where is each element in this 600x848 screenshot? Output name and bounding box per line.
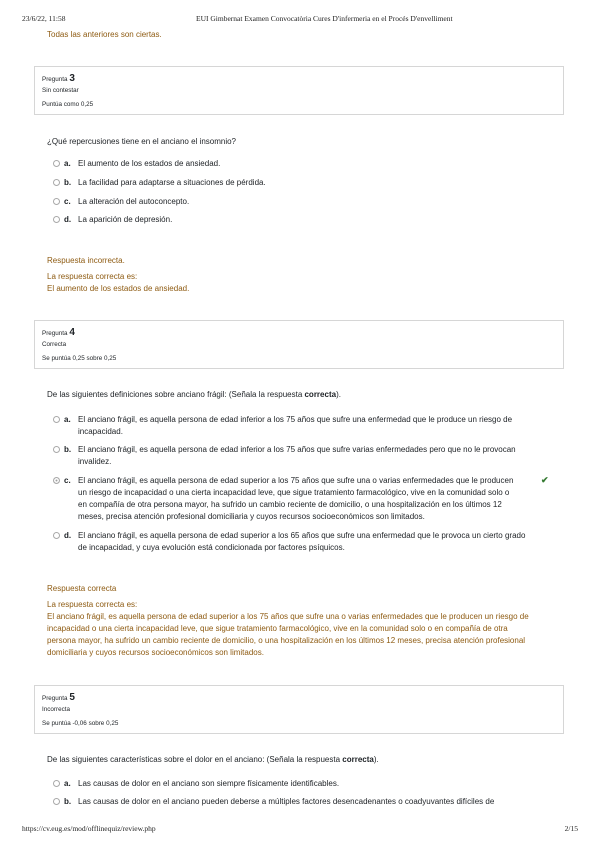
- question-text: ¿Qué repercusiones tiene en el anciano el insomnio?: [47, 137, 237, 146]
- option-letter: a.: [64, 415, 71, 424]
- option-text: Las causas de dolor en el anciano pueden deberse a múltiples factores desencadenantes o coadyuvantes difíciles de: [78, 797, 495, 806]
- question-state: Correcta: [42, 341, 67, 348]
- question-info-3: [34, 66, 564, 115]
- question-number: Pregunta 5: [42, 692, 75, 703]
- option-letter: d.: [64, 531, 72, 540]
- question-info-5: [34, 685, 564, 734]
- question-text: De las siguientes características sobre el dolor en el anciano: (Señala la respuesta correcta).: [47, 755, 379, 764]
- answer-option[interactable]: [53, 530, 551, 554]
- question-info-4: [34, 320, 564, 369]
- radio-button[interactable]: [53, 160, 60, 167]
- radio-button[interactable]: [53, 780, 60, 787]
- correct-answer-label: La respuesta correcta es:: [47, 600, 138, 609]
- option-letter: a.: [64, 779, 71, 788]
- option-text: El anciano frágil, es aquella persona de edad superior a los 65 años que sufre una enfermedad que le provoca un cierto grado de incapacidad, y cuya evolución está condicionada por factores psíquicos.: [78, 531, 526, 552]
- feedback-box: [47, 255, 552, 295]
- option-text: La alteración del autoconcepto.: [78, 197, 190, 206]
- answer-option-selected[interactable]: [53, 475, 551, 523]
- radio-button-selected[interactable]: [53, 477, 60, 484]
- answer-option[interactable]: [53, 414, 551, 438]
- previous-question-feedback: Todas las anteriores son ciertas.: [47, 30, 162, 39]
- option-letter: c.: [64, 197, 71, 206]
- question-text: De las siguientes definiciones sobre anciano frágil: (Señala la respuesta correcta).: [47, 390, 341, 399]
- option-letter: d.: [64, 215, 72, 224]
- print-url: https://cv.eug.es/mod/offlinequiz/review.php: [22, 824, 156, 833]
- question-grade: Puntúa como 0,25: [42, 101, 94, 108]
- feedback-box: [47, 583, 552, 659]
- answer-option[interactable]: [53, 177, 551, 189]
- radio-button[interactable]: [53, 198, 60, 205]
- answer-option[interactable]: [53, 196, 551, 208]
- option-text: El anciano frágil, es aquella persona de edad inferior a los 75 años que sufre varias enfermedades pero que no le provocan invalidez.: [78, 445, 516, 466]
- correct-answer-label: La respuesta correcta es:: [47, 272, 138, 281]
- radio-button[interactable]: [53, 216, 60, 223]
- print-datetime: 23/6/22, 11:58: [22, 14, 66, 23]
- feedback-status: Respuesta correcta: [47, 584, 117, 593]
- option-text: El anciano frágil, es aquella persona de edad superior a los 75 años que sufre una o varias enfermedades que le producen un riesgo de incapacidad o una cierta incapacidad leve, que sigue tratamiento farmacológico, vive en la comunidad solo o en compañía de otra persona mayor, ha sufrido un cambio reciente de domicilio, o una hospitalización en los últimos 12 meses, precisa atención profesional domiciliaria y cuyos recursos socioeconómicos son limitados.: [78, 476, 514, 521]
- print-title: EUI Gimbernat Examen Convocatòria Cures D'infermeria en el Procés D'envelliment: [196, 14, 453, 23]
- option-letter: a.: [64, 159, 71, 168]
- option-letter: b.: [64, 797, 72, 806]
- answer-option[interactable]: [53, 778, 551, 790]
- option-text: Las causas de dolor en el anciano son siempre físicamente identificables.: [78, 779, 340, 788]
- feedback-status: Respuesta incorrecta.: [47, 256, 125, 265]
- option-letter: c.: [64, 476, 71, 485]
- correct-answer-text: El aumento de los estados de ansiedad.: [47, 284, 190, 293]
- radio-button[interactable]: [53, 446, 60, 453]
- answer-option[interactable]: [53, 796, 551, 808]
- correct-check-icon: ✔: [541, 475, 549, 485]
- question-number: Pregunta 4: [42, 327, 75, 338]
- question-state: Incorrecta: [42, 706, 70, 713]
- question-number: Pregunta 3: [42, 73, 75, 84]
- correct-answer-text: El anciano frágil, es aquella persona de edad superior a los 75 años que sufre una o varias enfermedades que le producen un riesgo de incapacidad o una cierta incapacidad leve, que sigue tratamiento farmacológico, vive en la comunidad solo o en compañía de otra persona mayor, ha sufrido un cambio reciente de domicilio, o una hospitalización en los últimos 12 meses, precisa atención profesional domiciliaria y cuyos recursos socioeconómicos son limitados.: [47, 612, 529, 657]
- answer-option[interactable]: [53, 444, 551, 468]
- print-header: [22, 14, 578, 26]
- radio-button[interactable]: [53, 798, 60, 805]
- radio-button[interactable]: [53, 416, 60, 423]
- print-footer: [22, 824, 578, 836]
- page-number: 2/15: [564, 824, 578, 833]
- option-text: La aparición de depresión.: [78, 215, 173, 224]
- answer-option[interactable]: [53, 158, 551, 170]
- option-text: El anciano frágil, es aquella persona de edad inferior a los 75 años que sufre una enfermedad que le produce un riesgo de incapacidad.: [78, 415, 513, 436]
- question-state: Sin contestar: [42, 87, 79, 94]
- radio-button[interactable]: [53, 179, 60, 186]
- option-letter: b.: [64, 445, 72, 454]
- answer-option[interactable]: [53, 214, 551, 226]
- question-grade: Se puntúa 0,25 sobre 0,25: [42, 355, 117, 362]
- radio-button[interactable]: [53, 532, 60, 539]
- option-text: La facilidad para adaptarse a situaciones de pérdida.: [78, 178, 266, 187]
- option-text: El aumento de los estados de ansiedad.: [78, 159, 221, 168]
- option-letter: b.: [64, 178, 72, 187]
- question-grade: Se puntúa -0,06 sobre 0,25: [42, 720, 119, 727]
